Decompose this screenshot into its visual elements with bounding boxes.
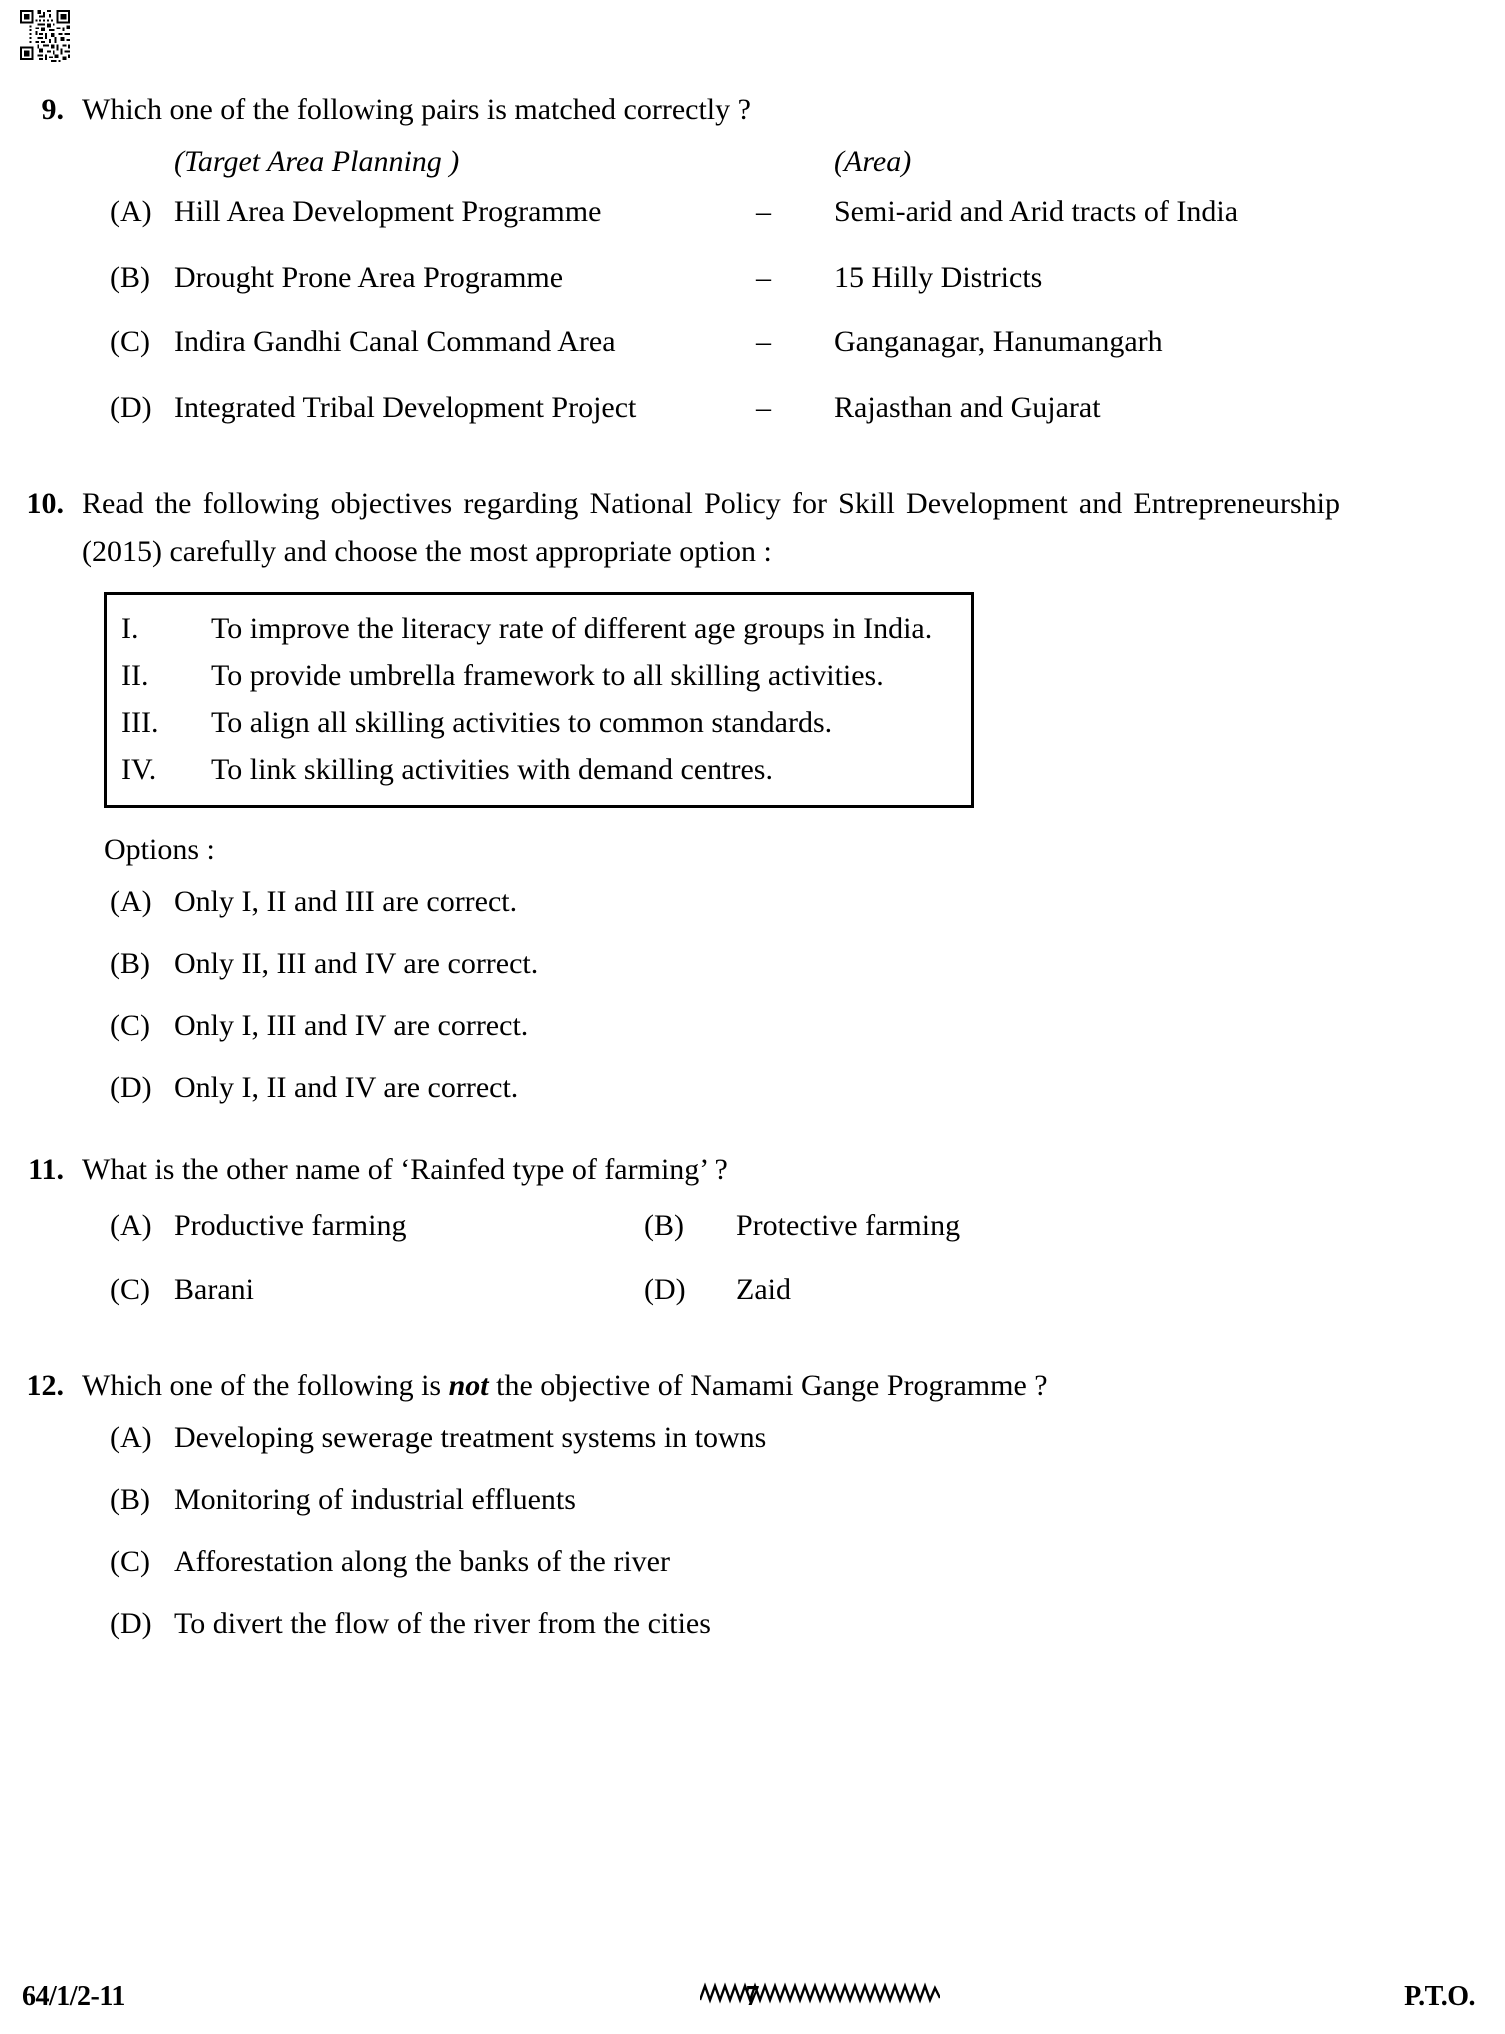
- question-11-option-b-text[interactable]: Protective farming: [736, 1209, 961, 1242]
- question-10-option-d[interactable]: [82, 1064, 1465, 1112]
- question-12-number: 12.: [26, 1369, 64, 1402]
- paper-code: 64/1/2-11: [22, 1981, 125, 2012]
- pairs-row-c-dash: –: [756, 325, 771, 358]
- question-11-option-d-text[interactable]: Zaid: [736, 1273, 791, 1306]
- question-10-statement-box: [104, 592, 974, 808]
- question-10-option-a-key: (A): [110, 885, 152, 918]
- question-11: [0, 1146, 1465, 1330]
- statement-iii: [121, 699, 957, 746]
- pairs-row-b-right: 15 Hilly Districts: [834, 261, 1043, 294]
- question-12-option-b[interactable]: [82, 1476, 1465, 1524]
- pairs-row-b[interactable]: [82, 256, 1465, 320]
- question-10-option-a[interactable]: [82, 878, 1465, 926]
- question-12: [0, 1362, 1465, 1648]
- pairs-row-b-dash: –: [756, 261, 771, 294]
- pairs-header-left: (Target Area Planning ): [174, 145, 460, 178]
- pairs-header-right: (Area): [834, 145, 912, 178]
- question-11-options-row-1: [82, 1202, 1465, 1266]
- question-12-options: [82, 1414, 1465, 1648]
- question-10-option-b[interactable]: [82, 940, 1465, 988]
- pairs-row-c[interactable]: [82, 320, 1465, 386]
- pairs-row-a-right: Semi-arid and Arid tracts of India: [834, 195, 1239, 228]
- question-10-option-d-text: Only I, II and IV are correct.: [174, 1071, 519, 1104]
- pairs-row-d-dash: –: [756, 391, 771, 424]
- pairs-row-b-key: (B): [110, 261, 150, 294]
- pairs-row-d-left: Integrated Tribal Development Project: [174, 391, 637, 424]
- question-12-option-c-key: (C): [110, 1545, 150, 1578]
- question-9-pairs-table: [82, 140, 1465, 452]
- statement-ii-text: To provide umbrella framework to all skilling activities.: [211, 659, 884, 692]
- spacer-before-question-10: [0, 452, 1465, 480]
- question-11-option-a-key[interactable]: (A): [110, 1209, 152, 1242]
- statement-iv: [121, 746, 957, 793]
- pairs-header-row: [82, 140, 1465, 190]
- question-10-option-b-key: (B): [110, 947, 150, 980]
- pairs-row-a-dash: –: [756, 195, 771, 228]
- question-11-options-row-2: [82, 1266, 1465, 1330]
- statement-i-numeral: I.: [121, 612, 139, 645]
- question-12-stem-part1: Which one of the following is: [82, 1369, 449, 1402]
- question-10-options-label: Options :: [104, 833, 215, 866]
- question-12-option-c-text: Afforestation along the banks of the river: [174, 1545, 670, 1578]
- question-11-option-b-key[interactable]: (B): [644, 1209, 684, 1242]
- question-10-stem: Read the following objectives regarding National Policy for Skill Development and Entrepreneurship (2015) carefully and choose the most appropriate option :: [82, 487, 1340, 568]
- pairs-header-spacer: [82, 140, 174, 190]
- pairs-row-c-key: (C): [110, 325, 150, 358]
- question-12-option-b-text: Monitoring of industrial effluents: [174, 1483, 576, 1516]
- question-10: [0, 480, 1465, 1112]
- question-9-stem: Which one of the following pairs is matched correctly ?: [82, 93, 751, 126]
- pairs-row-c-right: Ganganagar, Hanumangarh: [834, 325, 1163, 358]
- question-11-option-c-key[interactable]: (C): [110, 1273, 150, 1306]
- pairs-row-a-left: Hill Area Development Programme: [174, 195, 602, 228]
- question-10-options: [82, 878, 1465, 1112]
- statement-iii-numeral: III.: [121, 706, 159, 739]
- qr-code-icon: [18, 8, 74, 64]
- page-footer: [0, 1974, 1505, 2020]
- question-9: [0, 86, 1465, 452]
- question-12-stem-part2: the objective of Namami Gange Programme ?: [488, 1369, 1048, 1402]
- question-12-option-b-key: (B): [110, 1483, 150, 1516]
- question-10-option-c[interactable]: [82, 1002, 1465, 1050]
- question-11-stem: What is the other name of ‘Rainfed type of farming’ ?: [82, 1153, 728, 1186]
- question-12-stem-emphasis: not: [448, 1369, 489, 1402]
- question-11-option-a-text[interactable]: Productive farming: [174, 1209, 407, 1242]
- question-10-option-a-text: Only I, II and III are correct.: [174, 885, 518, 918]
- pto-label: P.T.O.: [1404, 1981, 1475, 2012]
- question-12-option-a-text: Developing sewerage treatment systems in towns: [174, 1421, 767, 1454]
- pairs-row-d-key: (D): [110, 391, 152, 424]
- question-11-option-c-text[interactable]: Barani: [174, 1273, 254, 1306]
- question-12-option-d[interactable]: [82, 1600, 1465, 1648]
- statement-i: [121, 605, 957, 652]
- question-12-option-a-key: (A): [110, 1421, 152, 1454]
- statement-i-text: To improve the literacy rate of different age groups in India.: [211, 612, 933, 645]
- pairs-row-c-left: Indira Gandhi Canal Command Area: [174, 325, 616, 358]
- question-10-number: 10.: [26, 487, 64, 520]
- question-11-number: 11.: [28, 1153, 64, 1186]
- spacer-before-question-12: [0, 1330, 1465, 1362]
- page-number: 7: [745, 1981, 760, 2012]
- question-12-option-a[interactable]: [82, 1414, 1465, 1462]
- zigzag-mark-icon: [700, 1978, 940, 2008]
- question-10-option-b-text: Only II, III and IV are correct.: [174, 947, 539, 980]
- question-10-option-c-text: Only I, III and IV are correct.: [174, 1009, 529, 1042]
- questions-container: [0, 86, 1505, 1648]
- question-10-option-c-key: (C): [110, 1009, 150, 1042]
- question-11-options: [82, 1202, 1465, 1330]
- statement-iv-numeral: IV.: [121, 753, 157, 786]
- question-11-option-d-key[interactable]: (D): [644, 1273, 686, 1306]
- pairs-row-a-key: (A): [110, 195, 152, 228]
- question-12-option-d-text: To divert the flow of the river from the cities: [174, 1607, 711, 1640]
- statement-ii: [121, 652, 957, 699]
- question-10-option-d-key: (D): [110, 1071, 152, 1104]
- spacer-before-question-11: [0, 1112, 1465, 1146]
- statement-iv-text: To link skilling activities with demand centres.: [211, 753, 773, 786]
- statement-iii-text: To align all skilling activities to common standards.: [211, 706, 833, 739]
- pairs-row-b-left: Drought Prone Area Programme: [174, 261, 564, 294]
- statement-ii-numeral: II.: [121, 659, 149, 692]
- question-12-option-d-key: (D): [110, 1607, 152, 1640]
- pairs-row-a[interactable]: [82, 190, 1465, 256]
- pairs-row-d-right: Rajasthan and Gujarat: [834, 391, 1101, 424]
- pairs-header-dash-spacer: [744, 140, 834, 190]
- question-12-stem: [82, 1362, 1340, 1410]
- question-12-option-c[interactable]: [82, 1538, 1465, 1586]
- question-9-number: 9.: [41, 93, 64, 126]
- pairs-row-d[interactable]: [82, 386, 1465, 452]
